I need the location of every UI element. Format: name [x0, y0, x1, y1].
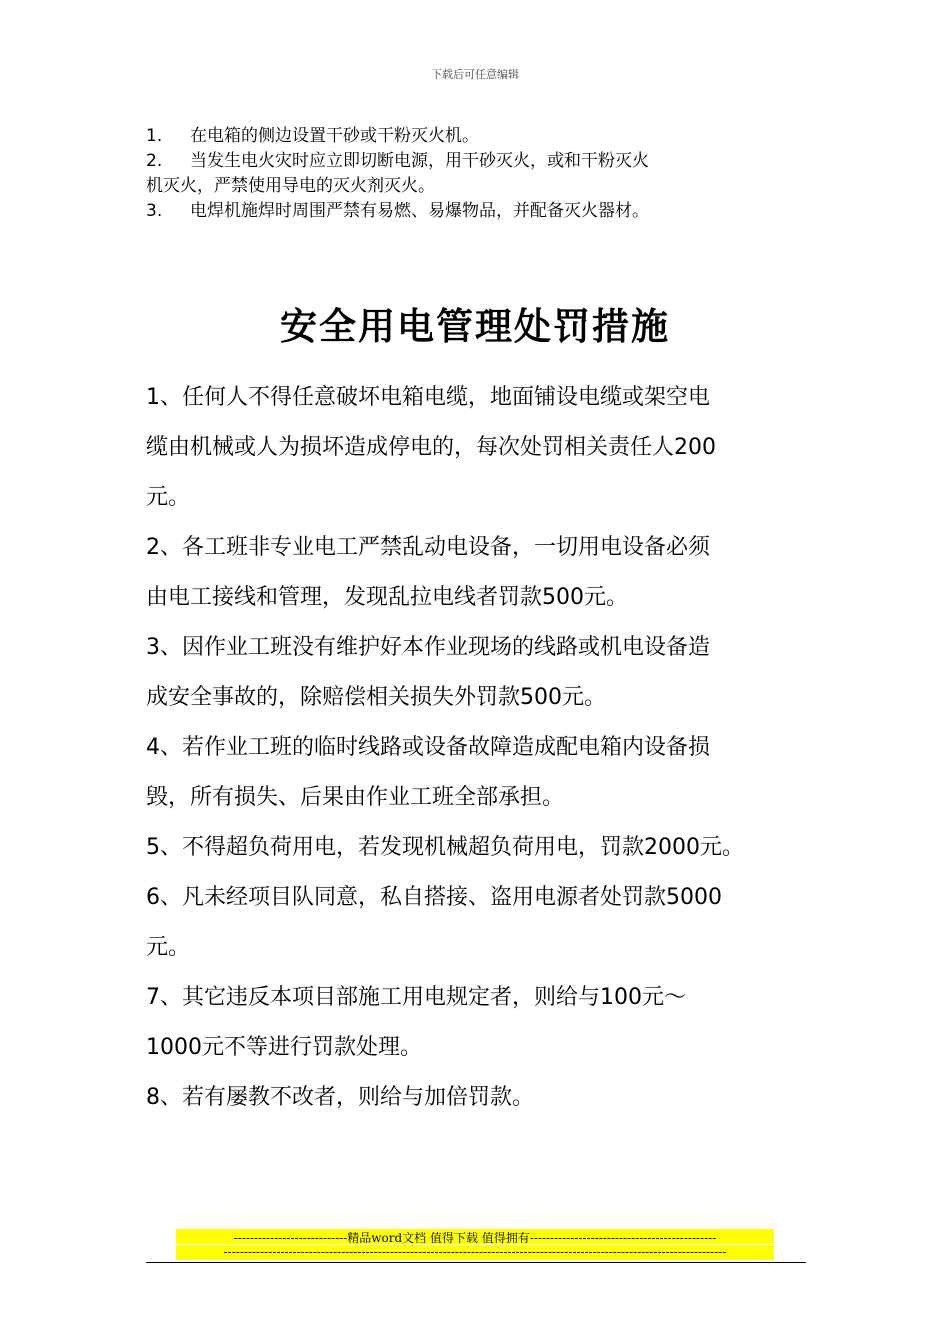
- list-item: [146, 124, 826, 149]
- penalty-line: 缆由机械或人为损坏造成停电的，每次处罚相关责任人200: [146, 435, 716, 460]
- penalty-line: 由电工接线和管理，发现乱拉电线者罚款500元。: [146, 585, 628, 610]
- list-item-number: 3.: [146, 201, 163, 221]
- list-item-text: 在电箱的侧边设置干砂或干粉灭火机。: [190, 126, 479, 146]
- penalty-line: 6、凡未经项目队同意，私自搭接、盗用电源者处罚款5000: [146, 885, 722, 910]
- list-item-text: 电焊机施焊时周围严禁有易燃、易爆物品，并配备灭火器材。: [190, 201, 649, 221]
- penalty-line: 3、因作业工班没有维护好本作业现场的线路或机电设备造: [146, 635, 710, 660]
- fire-safety-list: [146, 124, 826, 224]
- footer-watermark-text: ----------------------------精品word文档 值得下载 值得拥有----------------------------------------------: [233, 1231, 717, 1245]
- penalty-line: 7、其它违反本项目部施工用电规定者，则给与100元～: [146, 985, 686, 1010]
- penalty-line: 元。: [146, 935, 191, 960]
- penalty-line: 成安全事故的，除赔偿相关损失外罚款500元。: [146, 685, 606, 710]
- penalty-line: 8、若有屡教不改者，则给与加倍罚款。: [146, 1085, 534, 1110]
- list-item: [146, 149, 826, 174]
- footer-divider: [146, 1262, 806, 1263]
- penalty-line: 1、任何人不得任意破坏电箱电缆，地面铺设电缆或架空电: [146, 385, 710, 410]
- penalty-measures: [146, 373, 846, 1123]
- list-item-text: 当发生电火灾时应立即切断电源，用干砂灭火，或和干粉灭火: [190, 151, 649, 171]
- penalty-line: 2、各工班非专业电工严禁乱动电设备，一切用电设备必须: [146, 535, 710, 560]
- penalty-line: 毁，所有损失、后果由作业工班全部承担。: [146, 785, 565, 810]
- list-item-continuation: [146, 174, 826, 199]
- penalty-line: 元。: [146, 485, 191, 510]
- list-item-number: 2.: [146, 151, 163, 171]
- page-title: 安全用电管理处罚措施: [280, 304, 670, 348]
- footer-dashes: ----------------------------------------------------------------------------------------------------------------------------: [223, 1245, 727, 1259]
- list-item-text: 机灭火，严禁使用导电的灭火剂灭火。: [146, 176, 435, 196]
- penalty-line: 4、若作业工班的临时线路或设备故障造成配电箱内设备损: [146, 735, 710, 760]
- penalty-line: 5、不得超负荷用电，若发现机械超负荷用电，罚款2000元。: [146, 835, 744, 860]
- header-note: 下载后可任意编辑: [431, 68, 519, 81]
- list-item-number: 1.: [146, 126, 163, 146]
- list-item: [146, 199, 826, 224]
- penalty-line: 1000元不等进行罚款处理。: [146, 1035, 422, 1060]
